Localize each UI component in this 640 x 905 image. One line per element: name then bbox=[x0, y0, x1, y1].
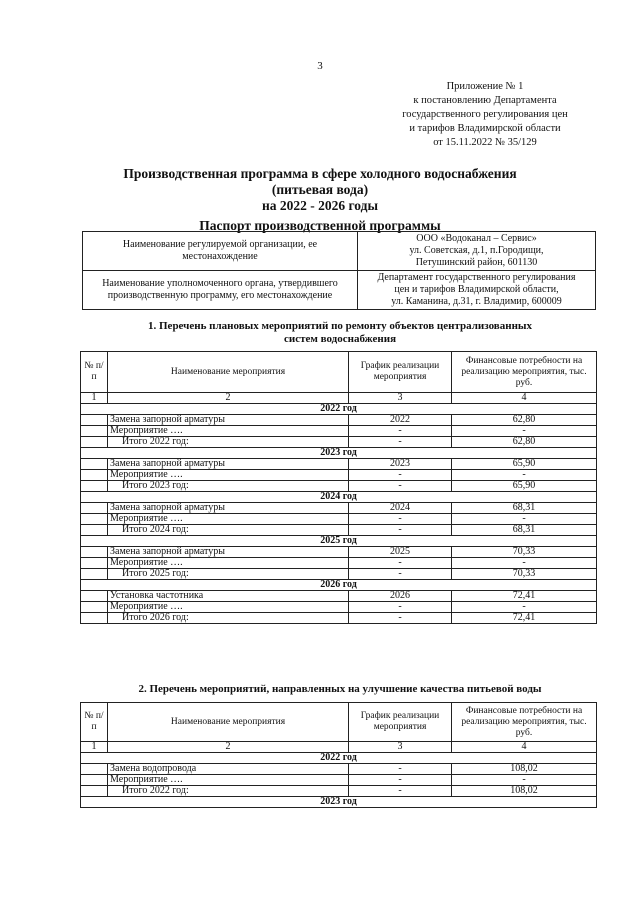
appendix-line: государственного регулирования цен bbox=[402, 109, 568, 120]
event-finance: - bbox=[452, 775, 597, 786]
year-row bbox=[81, 797, 597, 808]
org-name: ООО «Водоканал – Сервис» bbox=[416, 233, 537, 244]
event-finance: 72,41 bbox=[452, 613, 597, 624]
column-number-row bbox=[81, 742, 597, 753]
event-finance: 68,31 bbox=[452, 503, 597, 514]
event-schedule: 2022 bbox=[349, 415, 452, 426]
event-name: Мероприятие …. bbox=[108, 602, 349, 613]
table-row bbox=[81, 415, 597, 426]
event-schedule: - bbox=[349, 602, 452, 613]
event-schedule: - bbox=[349, 786, 452, 797]
event-finance: - bbox=[452, 470, 597, 481]
event-finance: 65,90 bbox=[452, 481, 597, 492]
header-name: Наименование мероприятия bbox=[108, 352, 349, 393]
appendix-block bbox=[370, 80, 600, 150]
event-schedule: - bbox=[349, 514, 452, 525]
event-schedule: - bbox=[349, 437, 452, 448]
title-line: Производственная программа в сфере холодного водоснабжения bbox=[123, 166, 517, 181]
event-finance: 108,02 bbox=[452, 786, 597, 797]
org-label: Наименование регулируемой организации, ее местонахождение bbox=[83, 232, 358, 271]
org-value bbox=[358, 232, 596, 271]
appendix-line: от 15.11.2022 № 35/129 bbox=[433, 137, 537, 148]
org-address: Петушинский район, 601130 bbox=[415, 257, 538, 268]
section2-heading: 2. Перечень мероприятий, направленных на улучшение качества питьевой воды bbox=[138, 683, 542, 695]
year-row bbox=[81, 448, 597, 459]
table-row bbox=[81, 459, 597, 470]
table-header-row bbox=[81, 703, 597, 742]
event-name: Мероприятие …. bbox=[108, 775, 349, 786]
event-total: Итого 2022 год: bbox=[108, 437, 349, 448]
year-row bbox=[81, 404, 597, 415]
table-row bbox=[81, 775, 597, 786]
event-finance: 62,80 bbox=[452, 415, 597, 426]
event-schedule: - bbox=[349, 470, 452, 481]
table-row bbox=[81, 470, 597, 481]
header-finance: Финансовые потребности на реализацию мероприятия, тыс. руб. bbox=[452, 703, 597, 742]
year-label: 2022 год bbox=[81, 753, 597, 764]
event-name: Мероприятие …. bbox=[108, 470, 349, 481]
page-number: 3 bbox=[317, 60, 323, 72]
passport-row bbox=[83, 232, 596, 271]
year-label: 2022 год bbox=[81, 404, 597, 415]
event-schedule: - bbox=[349, 613, 452, 624]
appendix-line: к постановлению Департамента bbox=[413, 95, 557, 106]
authority-address: ул. Каманина, д.31, г. Владимир, 600009 bbox=[391, 296, 562, 307]
col-num: 3 bbox=[349, 393, 452, 404]
event-name: Замена запорной арматуры bbox=[108, 503, 349, 514]
year-label: 2023 год bbox=[81, 797, 597, 808]
table-row bbox=[81, 602, 597, 613]
header-schedule: График реализации мероприятия bbox=[349, 703, 452, 742]
event-schedule: - bbox=[349, 569, 452, 580]
event-finance: 72,41 bbox=[452, 591, 597, 602]
header-schedule: График реализации мероприятия bbox=[349, 352, 452, 393]
year-label: 2023 год bbox=[81, 448, 597, 459]
authority-label: Наименование уполномоченного органа, утвердившего производственную программу, его местонахождение bbox=[83, 271, 358, 310]
table-header-row bbox=[81, 352, 597, 393]
col-num: 4 bbox=[452, 742, 597, 753]
event-name: Установка частотника bbox=[108, 591, 349, 602]
event-schedule: - bbox=[349, 481, 452, 492]
col-num: 4 bbox=[452, 393, 597, 404]
appendix-line: Приложение № 1 bbox=[446, 81, 524, 92]
col-num: 2 bbox=[108, 393, 349, 404]
section1-heading-line: систем водоснабжения bbox=[283, 333, 397, 345]
event-schedule: 2025 bbox=[349, 547, 452, 558]
event-schedule: - bbox=[349, 525, 452, 536]
table-row bbox=[81, 437, 597, 448]
event-finance: - bbox=[452, 426, 597, 437]
event-total: Итого 2022 год: bbox=[108, 786, 349, 797]
passport-title: Паспорт производственной программы bbox=[199, 218, 441, 233]
header-name: Наименование мероприятия bbox=[108, 703, 349, 742]
header-finance: Финансовые потребности на реализацию мероприятия, тыс. руб. bbox=[452, 352, 597, 393]
table-row bbox=[81, 514, 597, 525]
table-row bbox=[81, 569, 597, 580]
col-num: 3 bbox=[349, 742, 452, 753]
event-total: Итого 2023 год: bbox=[108, 481, 349, 492]
year-label: 2026 год bbox=[81, 580, 597, 591]
event-finance: 68,31 bbox=[452, 525, 597, 536]
section1-heading bbox=[80, 320, 600, 346]
event-name: Замена запорной арматуры bbox=[108, 459, 349, 470]
table-row bbox=[81, 764, 597, 775]
event-schedule: 2026 bbox=[349, 591, 452, 602]
event-finance: - bbox=[452, 558, 597, 569]
header-num: № п/п bbox=[81, 703, 108, 742]
event-finance: 70,33 bbox=[452, 569, 597, 580]
event-name: Замена водопровода bbox=[108, 764, 349, 775]
year-label: 2024 год bbox=[81, 492, 597, 503]
section1-heading-line: 1. Перечень плановых мероприятий по ремонту объектов централизованных bbox=[148, 320, 532, 332]
authority-name: Департамент государственного регулирования bbox=[377, 272, 576, 283]
year-row bbox=[81, 753, 597, 764]
authority-name: цен и тарифов Владимирской области, bbox=[394, 284, 559, 295]
table-row bbox=[81, 525, 597, 536]
year-label: 2025 год bbox=[81, 536, 597, 547]
appendix-line: и тарифов Владимирской области bbox=[409, 123, 561, 134]
event-name: Мероприятие …. bbox=[108, 514, 349, 525]
passport-row bbox=[83, 271, 596, 310]
event-finance: 70,33 bbox=[452, 547, 597, 558]
event-finance: - bbox=[452, 602, 597, 613]
header-num: № п/п bbox=[81, 352, 108, 393]
year-row bbox=[81, 580, 597, 591]
table-row bbox=[81, 613, 597, 624]
event-name: Замена запорной арматуры bbox=[108, 415, 349, 426]
event-total: Итого 2026 год: bbox=[108, 613, 349, 624]
document-title bbox=[60, 166, 580, 214]
event-schedule: - bbox=[349, 775, 452, 786]
event-name: Замена запорной арматуры bbox=[108, 547, 349, 558]
column-number-row bbox=[81, 393, 597, 404]
event-schedule: 2023 bbox=[349, 459, 452, 470]
table-row bbox=[81, 591, 597, 602]
event-name: Мероприятие …. bbox=[108, 426, 349, 437]
event-schedule: - bbox=[349, 426, 452, 437]
table-row bbox=[81, 481, 597, 492]
water-quality-table bbox=[80, 702, 597, 808]
year-row bbox=[81, 492, 597, 503]
table-row bbox=[81, 503, 597, 514]
table-row bbox=[81, 547, 597, 558]
event-finance: 108,02 bbox=[452, 764, 597, 775]
authority-value bbox=[358, 271, 596, 310]
col-num: 2 bbox=[108, 742, 349, 753]
event-finance: - bbox=[452, 514, 597, 525]
org-address: ул. Советская, д.1, п.Городищи, bbox=[409, 245, 544, 256]
col-num: 1 bbox=[81, 742, 108, 753]
event-name: Мероприятие …. bbox=[108, 558, 349, 569]
event-finance: 62,80 bbox=[452, 437, 597, 448]
table-row bbox=[81, 426, 597, 437]
title-line: (питьевая вода) bbox=[271, 182, 369, 197]
event-schedule: - bbox=[349, 764, 452, 775]
year-row bbox=[81, 536, 597, 547]
passport-table bbox=[82, 231, 596, 310]
event-total: Итого 2024 год: bbox=[108, 525, 349, 536]
col-num: 1 bbox=[81, 393, 108, 404]
event-total: Итого 2025 год: bbox=[108, 569, 349, 580]
event-schedule: - bbox=[349, 558, 452, 569]
table-row bbox=[81, 558, 597, 569]
title-line: на 2022 - 2026 годы bbox=[261, 198, 379, 213]
event-finance: 65,90 bbox=[452, 459, 597, 470]
event-schedule: 2024 bbox=[349, 503, 452, 514]
repair-events-table bbox=[80, 351, 597, 624]
table-row bbox=[81, 786, 597, 797]
